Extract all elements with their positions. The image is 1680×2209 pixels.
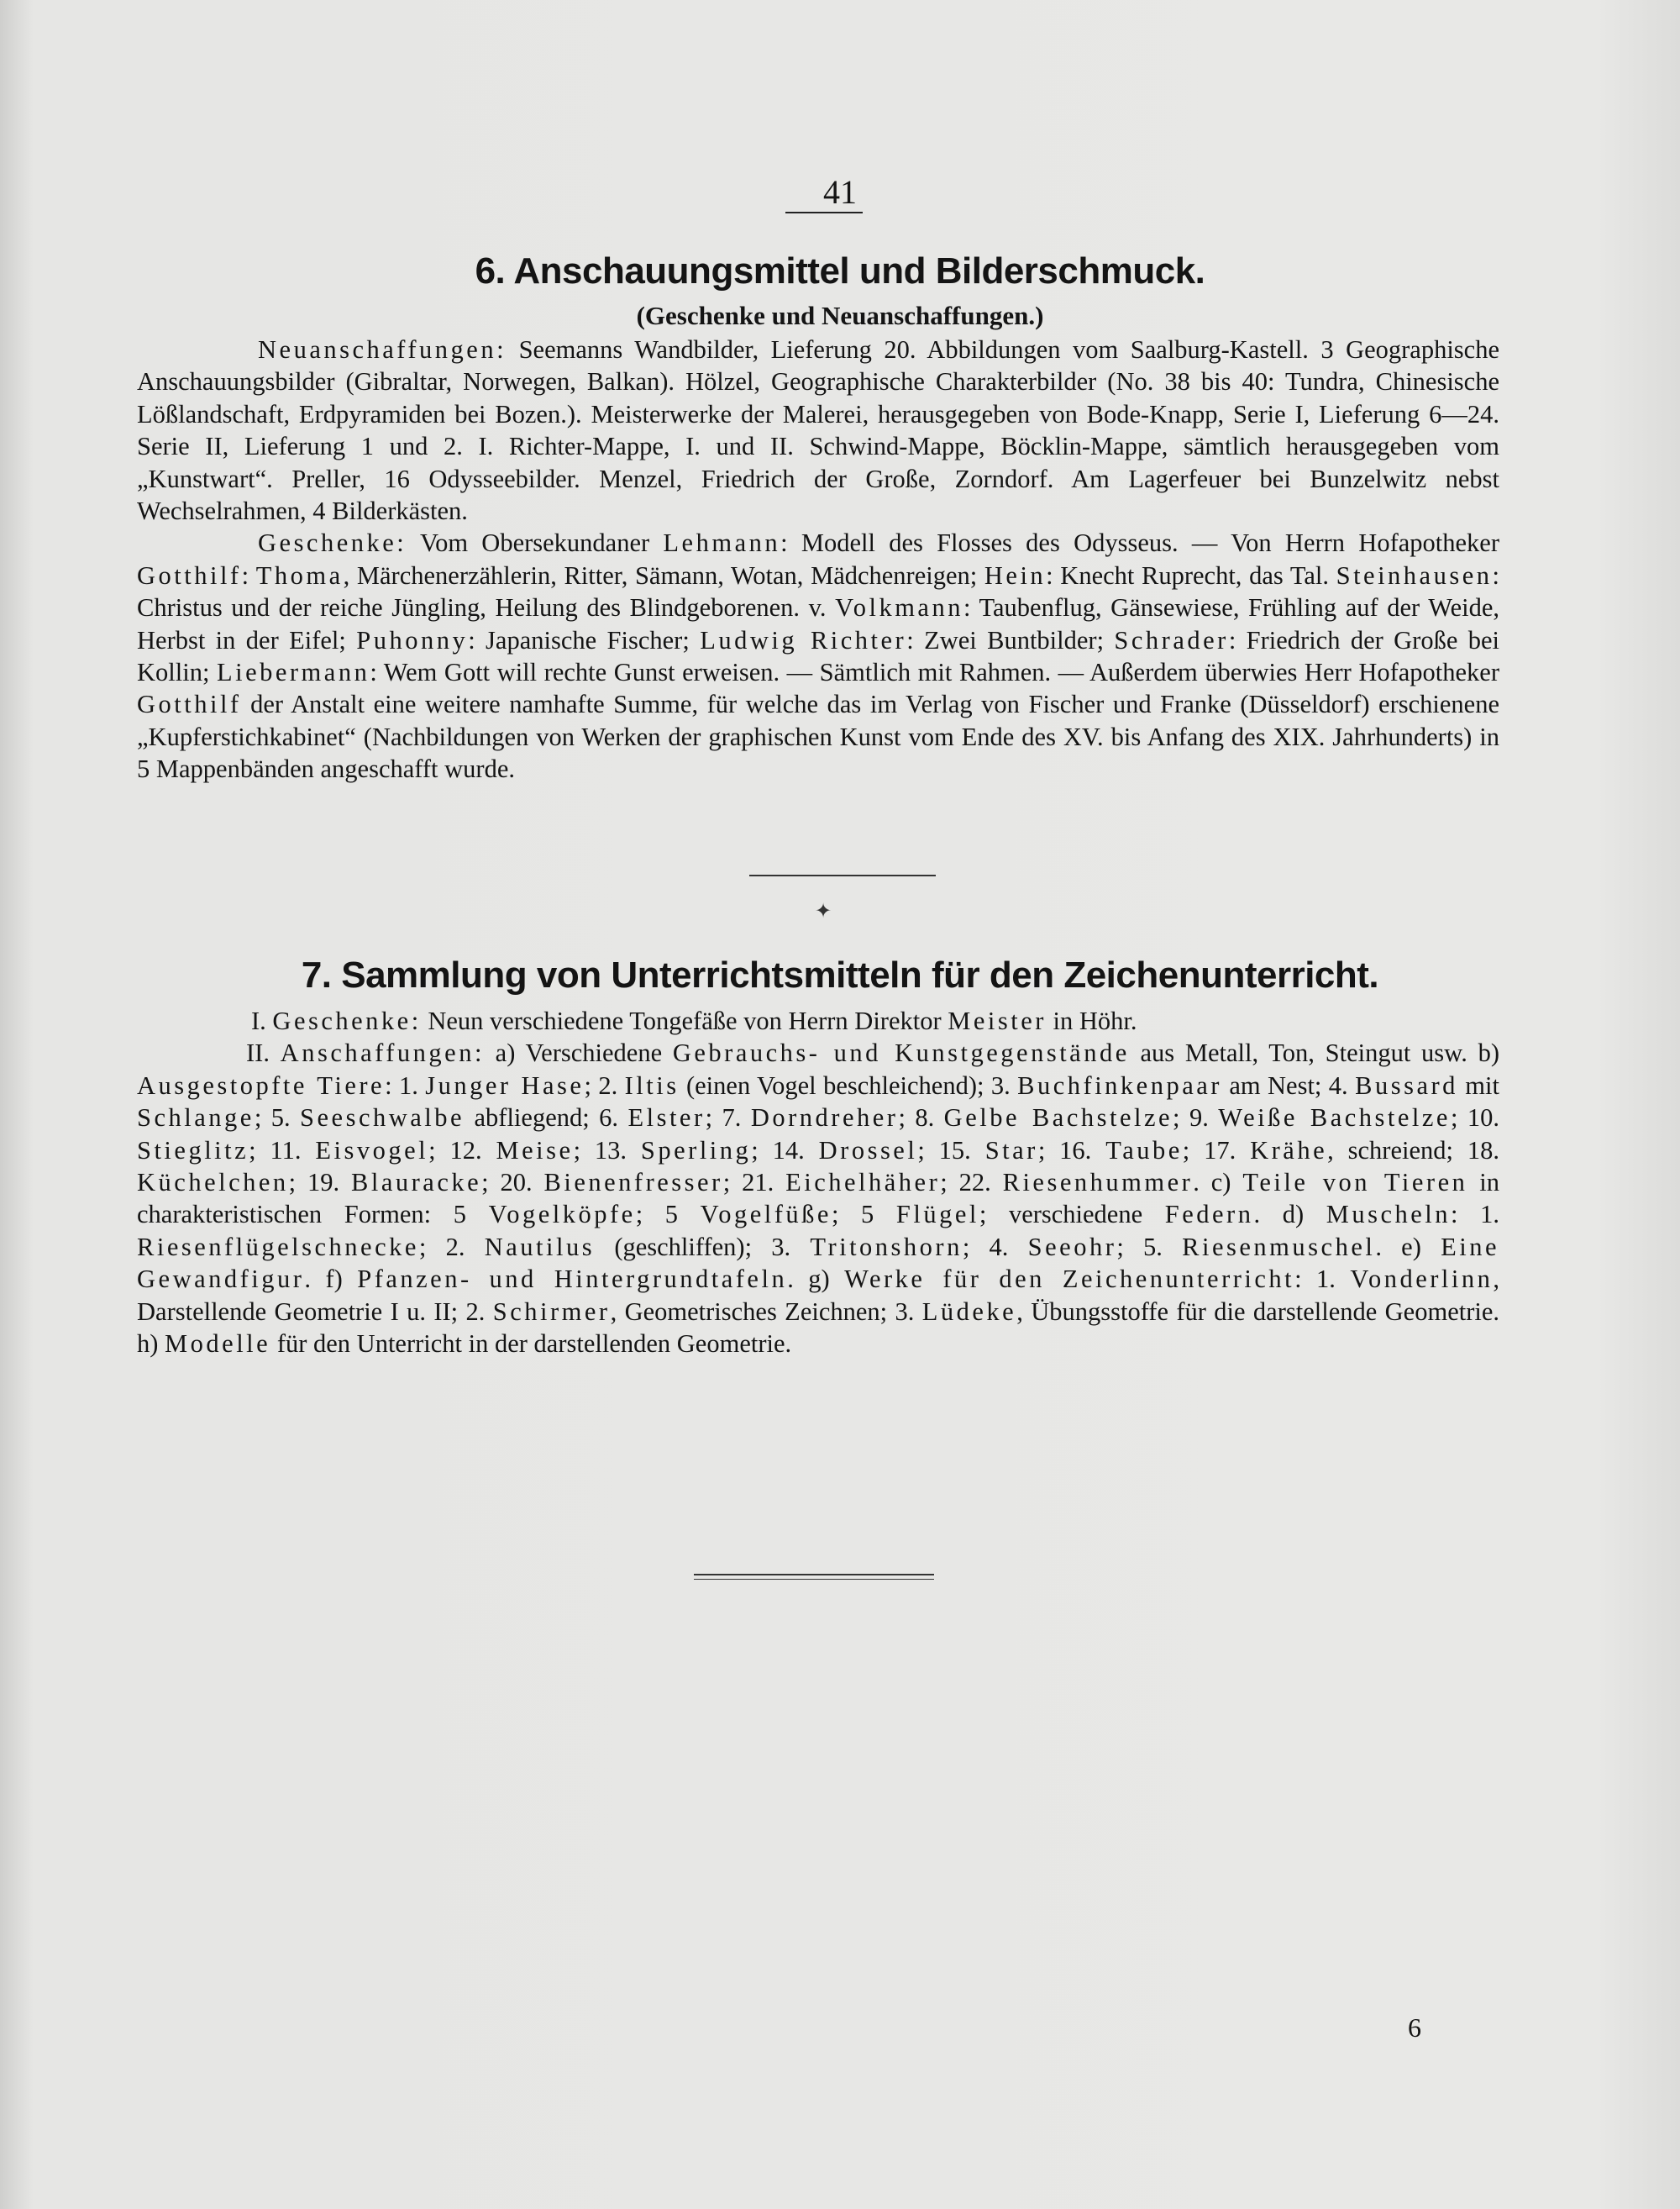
page-number: 41: [823, 173, 857, 211]
end-divider-rule: [694, 1574, 934, 1575]
section-6-subtitle: (Geschenke und Neuanschaffungen.): [636, 301, 1044, 330]
section-divider-rule: [749, 875, 936, 876]
geschenke-label: Geschenke:: [258, 529, 407, 558]
sheet-signature: 6: [1408, 2012, 1421, 2043]
geschenke-paragraph: Geschenke: Vom Obersekundaner Lehmann: Modell des Flosses des Odysseus. — Von Herrn Hofapotheker Gotthilf: Thoma, Märchenerzählerin, Ritter, Sämann, Wotan, Mädchenreigen; Hein: Knecht Ruprecht, das Tal. Steinhausen: Christus und der reiche Jüngling, Heilung des Blindgeborenen. v. Volkmann: Taubenflug, Gänsewiese, Frühling auf der Weide, Herbst in der Eifel; Puhonny: Japanische Fischer; Ludwig Richter: Zwei Buntbilder; Schrader: Friedrich der Große bei Kollin; Liebermann: Wem Gott will rechte Gunst erweisen. — Sämtlich mit Rahmen. — Außerdem überwies Herr Hofapotheker Gotthilf der Anstalt eine weitere namhafte Summe, für welche das im Verlag von Fischer und Franke (Düsseldorf) erschienene „Kupferstichkabinet“ (Nachbildungen von Werken der graphischen Kunst vom Ende des XV. bis Anfang des XIX. Jahrhunderts) in 5 Mappenbänden angeschafft wurde.: [137, 529, 1500, 784]
section-6-body: [137, 334, 1499, 786]
geschenke-7-paragraph: I. Geschenke: Neun verschiedene Tongefäße von Herrn Direktor Meister in Höhr.: [251, 1007, 1137, 1035]
anschaffungen-paragraph: II. Anschaffungen: a) Verschiedene Gebrauchs- und Kunstgegenstände aus Metall, Ton, Steingut usw. b) Ausgestopfte Tiere: 1. Junger Hase; 2. Iltis (einen Vogel beschleichend); 3. Buchfinkenpaar am Nest; 4. Bussard mit Schlange; 5. Seeschwalbe abfliegend; 6. Elster; 7. Dorndreher; 8. Gelbe Bachstelze; 9. Weiße Bachstelze; 10. Stieglitz; 11. Eisvogel; 12. Meise; 13. Sperling; 14. Drossel; 15. Star; 16. Taube; 17. Krähe, schreiend; 18. Küchelchen; 19. Blauracke; 20. Bienenfresser; 21. Eichelhäher; 22. Riesenhummer. c) Teile von Tieren in charakteristischen Formen: 5 Vogelköpfe; 5 Vogelfüße; 5 Flügel; verschiedene Federn. d) Muscheln: 1. Riesenflügelschnecke; 2. Nautilus (geschliffen); 3. Tritonshorn; 4. Seeohr; 5. Riesenmuschel. e) Eine Gewandfigur. f) Pfanzen- und Hintergrundtafeln. g) Werke für den Zeichenunterricht: 1. Vonderlinn, Darstellende Geometrie I u. II; 2. Schirmer, Geometrisches Zeichnen; 3. Lüdeke, Übungsstoffe für die darstellende Geometrie. h) Modelle für den Unterricht in der darstellenden Geometrie.: [137, 1039, 1500, 1359]
section-6-title: 6. Anschauungsmittel und Bilderschmuck.: [475, 250, 1205, 292]
section-7-title: 7. Sammlung von Unterrichtsmitteln für den Zeichenunterricht.: [301, 955, 1379, 996]
page-number-underline: [785, 212, 863, 213]
anschaffungen-label: Anschaffungen:: [280, 1039, 485, 1068]
neuanschaffungen-paragraph: Neuanschaffungen: Seemanns Wandbilder, Lieferung 20. Abbildungen vom Saalburg-Kastell. 3 Geographische Anschauungsbilder (Gibraltar, Norwegen, Balkan). Hölzel, Geographische Charakterbilder (No. 38 bis 40: Tundra, Chinesische Lößlandschaft, Erdpyramiden bei Bozen.). Meisterwerke der Malerei, herausgegeben von Bode-Knapp, Serie I, Lieferung 6—24. Serie II, Lieferung 1 und 2. I. Richter-Mappe, I. und II. Schwind-Mappe, Böcklin-Mappe, sämtlich herausgegeben vom „Kunstwart“. Preller, 16 Odysseebilder. Menzel, Friedrich der Große, Zorndorf. Am Lagerfeuer bei Bunzelwitz nebst Wechselrahmen, 4 Bilderkästen.: [137, 335, 1499, 526]
end-divider-rule-lower: [694, 1579, 934, 1580]
neuanschaffungen-label: Neuanschaffungen:: [258, 335, 507, 364]
geschenke-7-label: Geschenke:: [272, 1007, 422, 1035]
divider-ornament-icon: ✦: [815, 901, 832, 923]
section-7-body: [137, 1005, 1499, 1360]
